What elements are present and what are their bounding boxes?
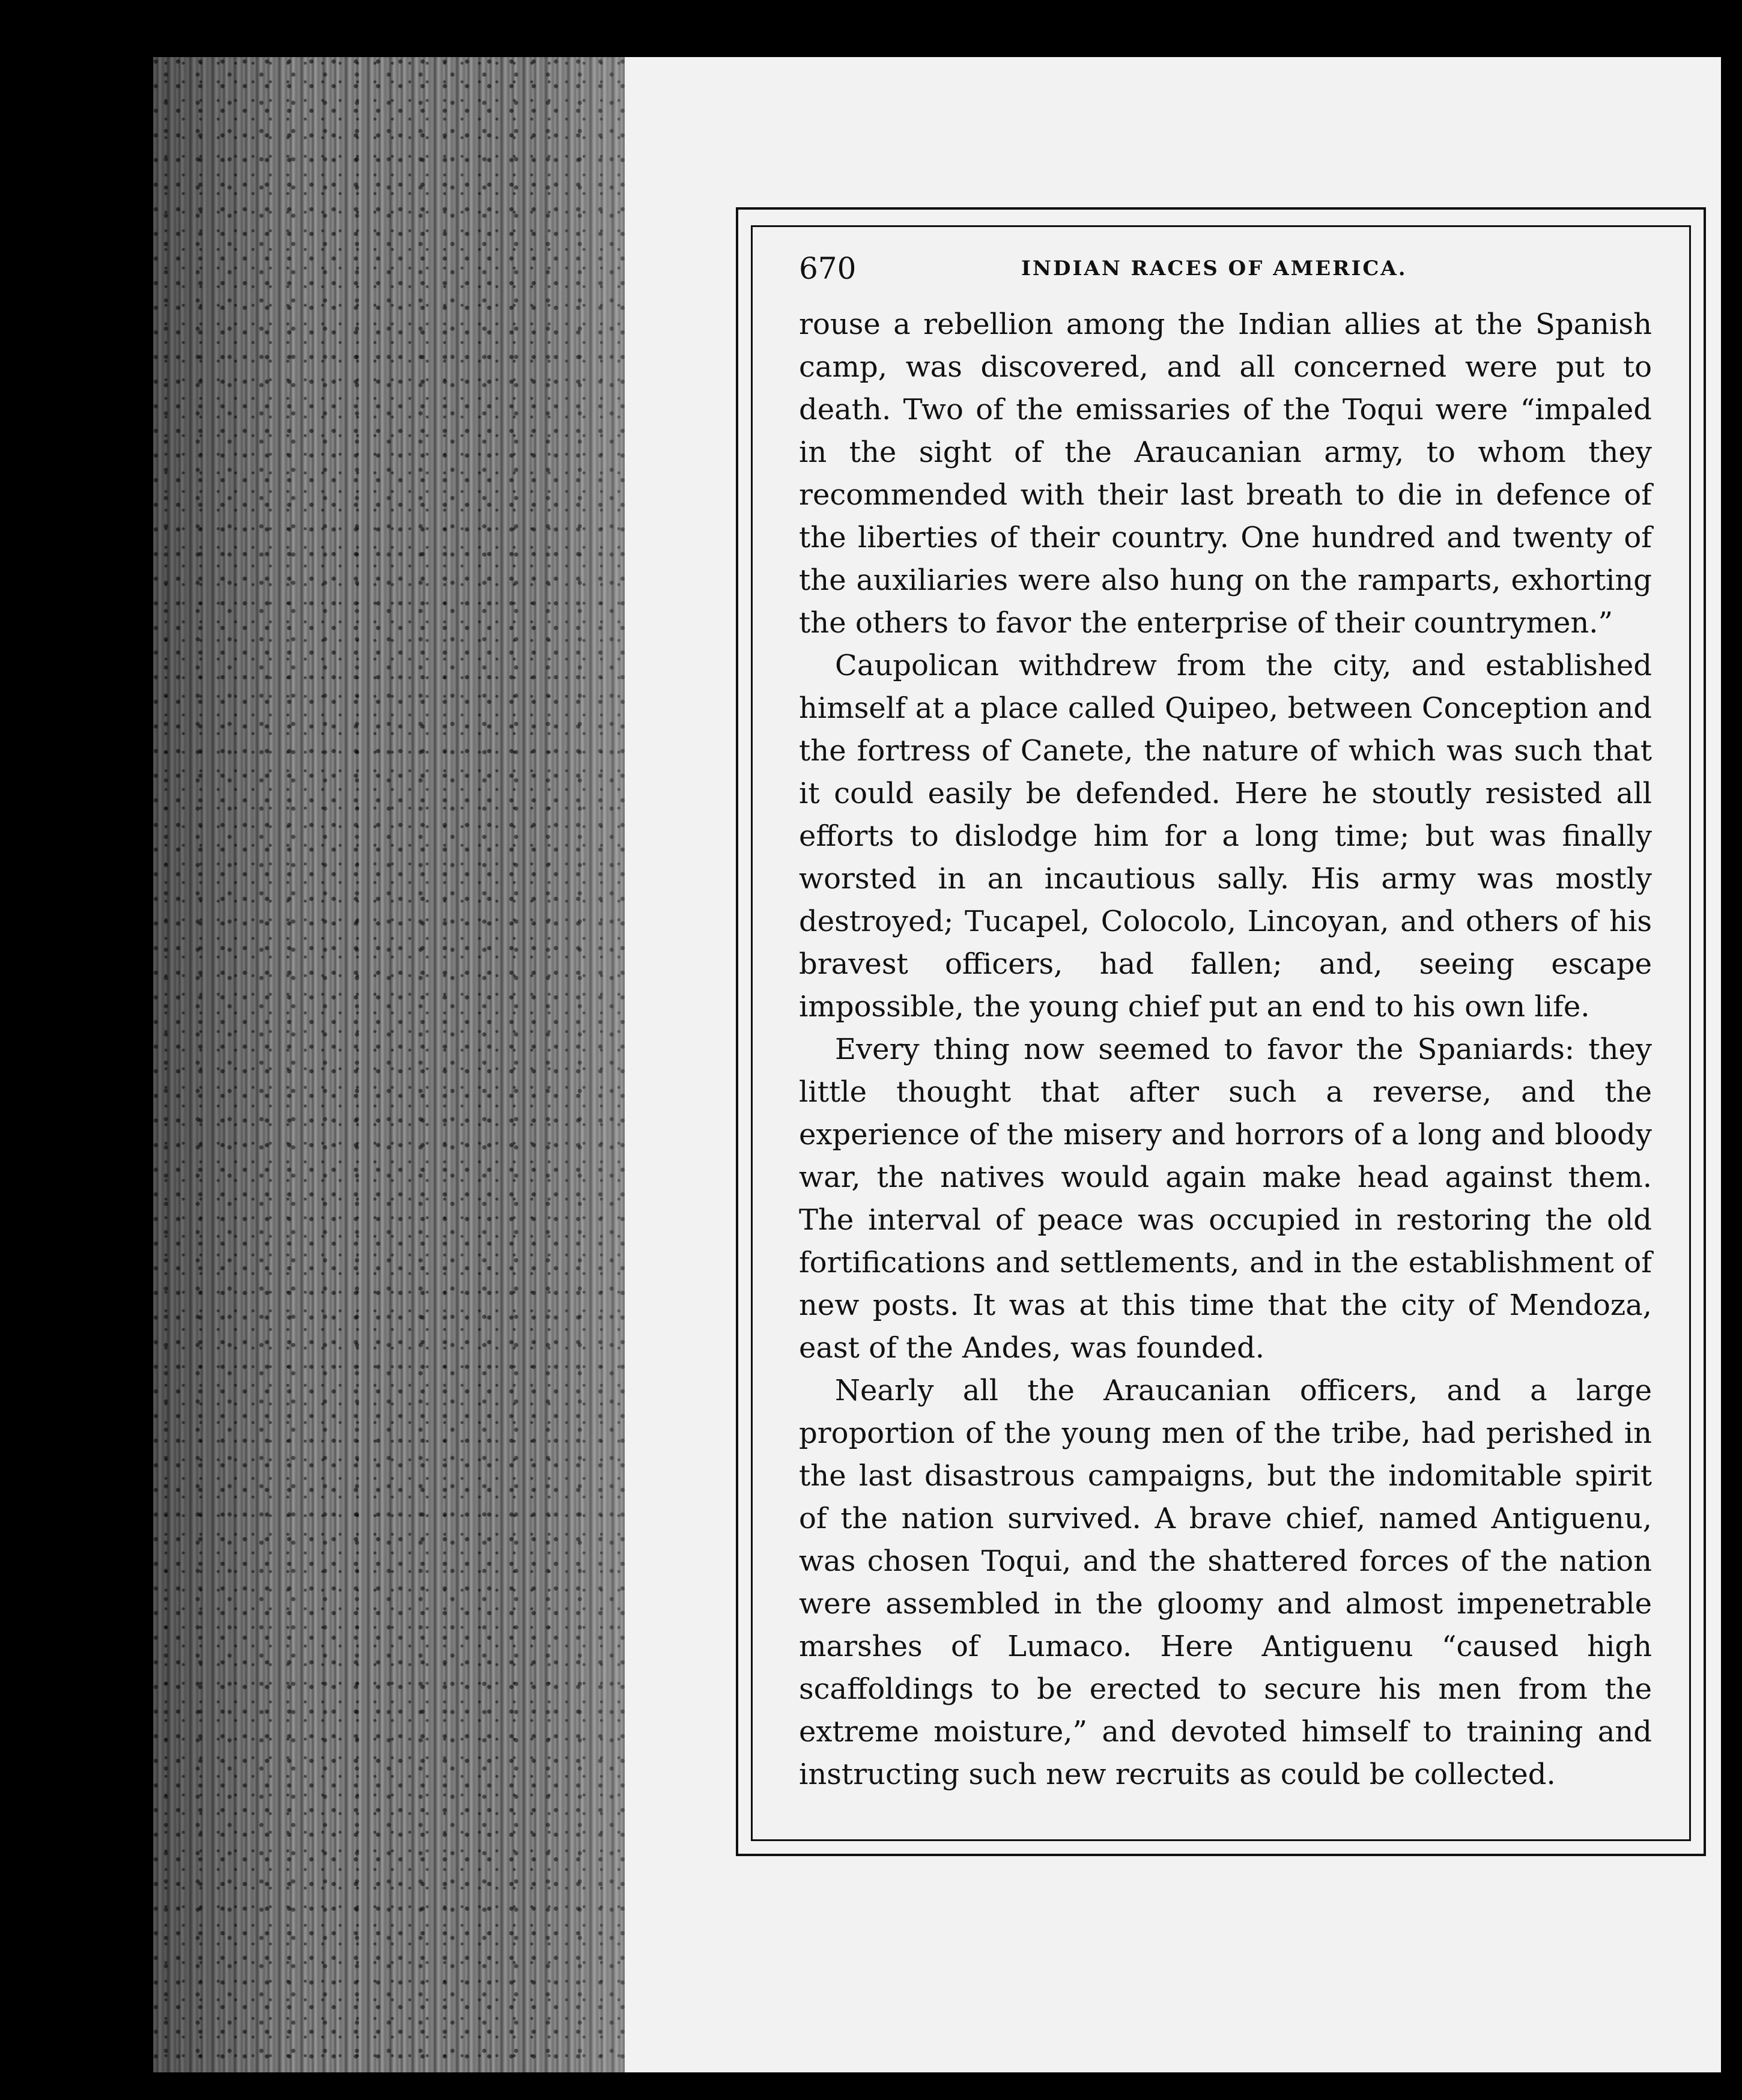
page-number: 670 [799,251,857,286]
paragraph: Nearly all the Araucanian officers, and a large proportion of the young men of the tribe, had perished in the last disastrous campaigns, but the indomitable spirit of the nation survived. A brave chief, named Antiguenu, was chosen Toqui, and the shattered forces of the nation were assembled in the gloomy and almost impenetrable marshes of Lumaco. Here Antiguenu “caused high scaffoldings to be erected to secure his men from the extreme moisture,” and devoted himself to training and instructing such new recruits as could be collected. [799,1374,1652,1791]
paragraph: Caupolican withdrew from the city, and established himself at a place called Quipeo, between Conception and the fortress of Canete, the nature of which was such that it could easily be defended. Here he stoutly resisted all efforts to dislodge him for a long time; but was finally worsted in an incautious sally. His army was mostly destroyed; Tucapel, Colocolo, Lincoyan, and others of his bravest officers, had fallen; and, seeing escape impossible, the young chief put an end to his own life. [799,649,1652,1024]
body-text [799,303,1652,1796]
book-edge [153,57,628,2072]
paragraph: rouse a rebellion among the Indian allies at the Spanish camp, was discovered, and all concerned were put to death. Two of the emissaries of the Toqui were “impaled in the sight of the Araucanian army, to whom they recommended with their last breath to die in defence of the liberties of their country. One hundred and twenty of the auxiliaries were also hung on the ramparts, exhorting the others to favor the enterprise of their countrymen.” [799,308,1652,640]
running-title: INDIAN RACES OF AMERICA. [1021,256,1407,281]
paragraph: Every thing now seemed to favor the Spaniards: they little thought that after such a reverse, and the experience of the misery and horrors of a long and bloody war, the natives would again make head against them. The interval of peace was occupied in restoring the old fortifications and settlements, and in the establishment of new posts. It was at this time that the city of Mendoza, east of the Andes, was founded. [799,1033,1652,1365]
page-header [799,247,1652,290]
